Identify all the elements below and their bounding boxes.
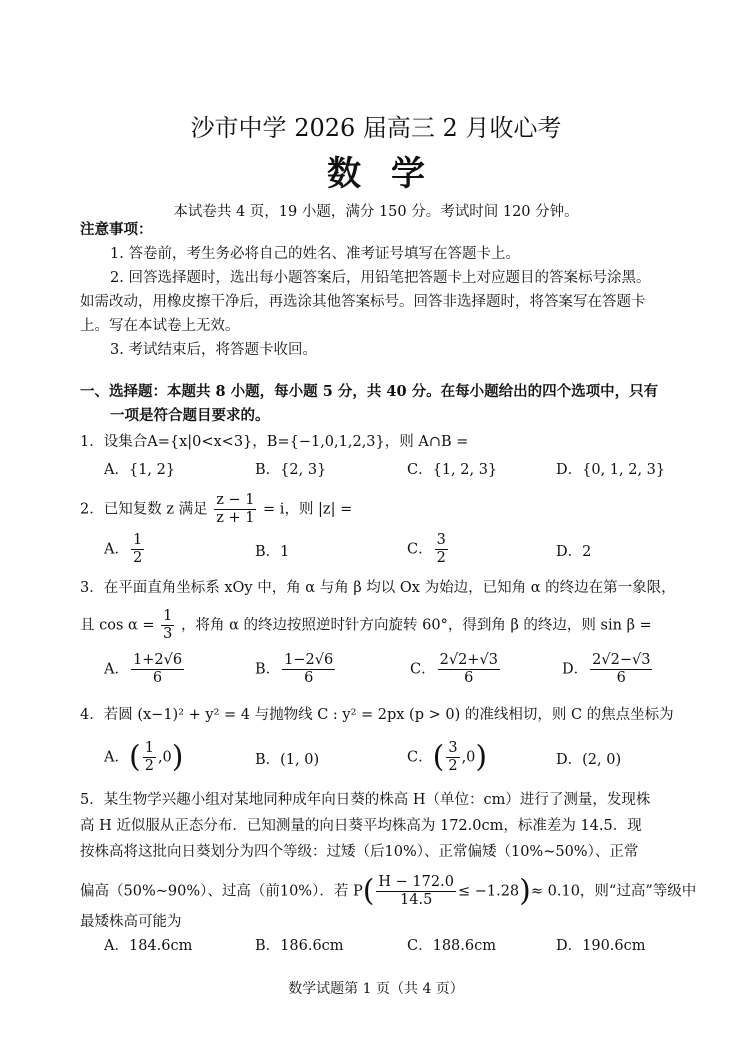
q4-option-a <box>104 740 184 775</box>
q5-line2: 高 H 近似服从正态分布．已知测量的向日葵平均株高为 172.0cm，标准差为 14.5．现 <box>80 818 642 834</box>
q4-a-label: A． <box>104 749 129 766</box>
q5-line4-mid: ≤ −1.28 <box>457 883 520 900</box>
q4-a-den: 2 <box>144 758 154 774</box>
q3-option-c <box>410 652 502 687</box>
notice-item-2b: 如需改动，用橡皮擦干净后，再选涂其他答案标号。回答非选择题时，将答案写在答题卡 <box>80 294 646 310</box>
q3-c-den: 6 <box>464 670 474 686</box>
q2-frac-num: z − 1 <box>216 492 255 508</box>
q2-option-a <box>104 532 146 567</box>
q3-option-b <box>255 652 337 687</box>
notice-item-2a: 2. 回答选择题时，选出每小题答案后，用铅笔把答题卡上对应题目的答案标号涂黑。 <box>110 270 651 286</box>
q3-line1: 3．在平面直角坐标系 xOy 中，角 α 与角 β 均以 Ox 为始边，已知角 α 的终边在第一象限， <box>80 580 676 596</box>
q2-c-fraction <box>435 532 448 567</box>
q2-a-num: 1 <box>132 532 143 548</box>
q2-option-d: D．2 <box>556 544 592 560</box>
q4-option-c <box>407 740 487 775</box>
q5-frac-den: 14.5 <box>400 892 433 908</box>
q5-option-c: C．188.6cm <box>407 938 496 954</box>
q3-b-den: 6 <box>304 670 314 686</box>
q5-option-d: D．190.6cm <box>556 938 646 954</box>
q2-c-den: 2 <box>436 550 446 566</box>
q3-c-fraction <box>438 652 500 687</box>
q4-c-num: 3 <box>448 740 458 756</box>
q3-frac-num: 1 <box>163 608 173 624</box>
q4-a-open-paren: ( <box>128 739 141 775</box>
q4-c-label: C． <box>407 749 433 766</box>
q2-stem <box>80 492 352 527</box>
q4-c-tail: ,0 <box>461 749 476 766</box>
q3-a-fraction <box>131 652 184 687</box>
q2-frac-den: z + 1 <box>216 510 255 526</box>
q3-c-num: 2√2+√3 <box>439 652 498 668</box>
q5-line5: 最矮株高可能为 <box>80 914 182 930</box>
q5-line4-pre: 偏高（50%~90%）、过高（前10%）．若 P <box>80 883 363 900</box>
exam-info: 本试卷共 4 页，19 小题，满分 150 分。考试时间 120 分钟。 <box>173 204 579 220</box>
q5-option-b: B．186.6cm <box>255 938 344 954</box>
q2-a-label: A． <box>104 541 129 558</box>
q2-c-label: C． <box>407 541 433 558</box>
q1-option-d: D．{0, 1, 2, 3} <box>556 462 666 478</box>
q5-option-a: A．184.6cm <box>104 938 193 954</box>
q3-a-label: A． <box>104 661 129 678</box>
q4-c-fraction <box>446 740 459 775</box>
notice-item-2c: 上。写在本试卷上无效。 <box>80 318 240 334</box>
q3-c-label: C． <box>410 661 436 678</box>
q3-line2 <box>80 608 652 643</box>
q3-b-num: 1−2√6 <box>284 652 334 668</box>
subject-title: 数学 <box>327 154 455 194</box>
exam-title: 沙市中学 2026 届高三 2 月收心考 <box>190 114 562 142</box>
notice-item-3: 3. 考试结束后，将答题卡收回。 <box>110 342 317 358</box>
q5-line3: 按株高将这批向日葵划分为四个等级：过矮（后10%）、正常偏矮（10%~50%）、正常 <box>80 844 639 860</box>
page-footer: 数学试题第 1 页（共 4 页） <box>288 981 464 997</box>
q5-fraction <box>376 874 456 909</box>
q4-option-d: D．(2, 0) <box>556 752 622 768</box>
notice-heading: 注意事项： <box>80 221 153 238</box>
q2-stem-post: = i，则 |z| = <box>263 501 353 518</box>
q1-option-a: A．{1, 2} <box>104 462 176 478</box>
q3-b-label: B． <box>255 661 281 678</box>
q5-line4-post: ≈ 0.10，则“过高”等级中 <box>530 883 697 900</box>
q3-frac-den: 3 <box>163 626 173 642</box>
q3-a-num: 1+2√6 <box>132 652 183 668</box>
q3-d-num: 2√2−√3 <box>592 652 651 668</box>
q4-a-num: 1 <box>144 740 154 756</box>
section-heading-line1: 一、选择题：本题共 8 小题，每小题 5 分，共 40 分。在每小题给出的四个选项中，只有 <box>80 383 659 400</box>
q3-d-label: D． <box>562 661 589 678</box>
q4-a-close-paren: ) <box>171 739 184 775</box>
q2-stem-pre: 2．已知复数 z 满足 <box>80 501 208 518</box>
q3-pre: 且 cos α = <box>80 617 155 634</box>
q5-frac-num: H − 172.0 <box>378 874 454 890</box>
q1-option-c: C．{1, 2, 3} <box>407 462 498 478</box>
q4-c-den: 2 <box>448 758 458 774</box>
q3-fraction <box>161 608 174 643</box>
q5-line1: 5．某生物学兴趣小组对某地同种成年向日葵的株高 H（单位：cm）进行了测量，发现株 <box>80 792 651 808</box>
q1-stem: 1．设集合A={x|0<x<3}，B={−1,0,1,2,3}，则 A∩B = <box>80 434 469 450</box>
q2-c-num: 3 <box>436 532 446 548</box>
q3-option-a <box>104 652 186 687</box>
q3-b-fraction <box>282 652 335 687</box>
notice-item-1: 1. 答卷前，考生务必将自己的姓名、准考证号填写在答题卡上。 <box>110 246 520 262</box>
q3-a-den: 6 <box>152 670 163 686</box>
q3-d-fraction <box>590 652 652 687</box>
q1-option-b: B．{2, 3} <box>255 462 327 478</box>
q2-a-den: 2 <box>132 550 143 566</box>
q3-post: ，将角 α 的终边按照逆时针方向旋转 60°，得到角 β 的终边，则 sin β = <box>181 617 652 634</box>
q3-d-den: 6 <box>616 670 626 686</box>
q2-option-b: B．1 <box>255 544 290 560</box>
q4-a-tail: ,0 <box>157 749 172 766</box>
section-heading-line2: 一项是符合题目要求的。 <box>110 407 270 424</box>
q4-c-close-paren: ) <box>475 739 488 775</box>
q4-a-fraction <box>143 740 156 775</box>
q5-line4 <box>80 874 696 909</box>
q4-option-b: B．(1, 0) <box>255 752 320 768</box>
q5-close-paren: ) <box>519 873 531 909</box>
q5-open-paren: ( <box>362 873 375 909</box>
q2-option-c <box>407 532 450 567</box>
q4-c-open-paren: ( <box>432 739 445 775</box>
q2-a-fraction <box>131 532 144 567</box>
q3-option-d <box>562 652 654 687</box>
q2-fraction <box>214 492 256 527</box>
q4-stem: 4．若圆 (x−1)² + y² = 4 与抛物线 C : y² = 2px (p > 0) 的准线相切，则 C 的焦点坐标为 <box>80 707 674 723</box>
